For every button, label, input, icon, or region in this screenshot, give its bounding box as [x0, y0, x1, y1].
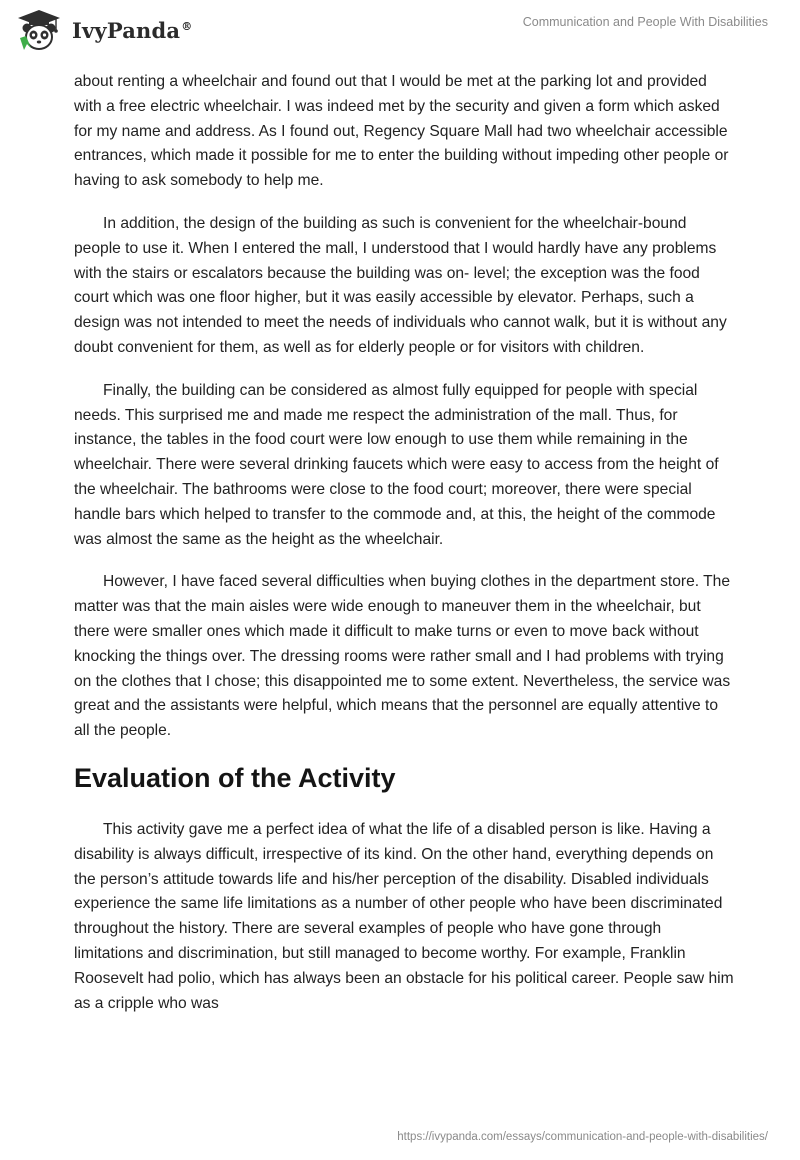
page-header: [0, 0, 800, 60]
panda-graduate-icon: [14, 8, 64, 52]
paragraph: In addition, the design of the building as such is convenient for the wheelchair-bound people to use it. When I entered the mall, I understood that I would hardly have any problems with the stairs or escalators because the building was on- level; the exception was the food court which was one floor higher, but it was easily accessible by elevator. Perhaps, such a design was not intended to meet the needs of individuals who cannot walk, but it is without any doubt convenient for them, as well as for elderly people or for visitors with children.: [74, 214, 727, 356]
brand-name: IvyPanda®: [72, 17, 193, 43]
paragraph: Finally, the building can be considered as almost fully equipped for people with special needs. This surprised me and made me respect the administration of the mall. Thus, for instance, the tables in the food court were low enough to use them while remaining in the wheelchair. There were several drinking faucets which were easy to access from the height of the wheelchair. The bathrooms were close to the food court; moreover, there were special handle bars which helped to transfer to the commode and, at this, the height of the commode was almost the same as the height as the wheelchair.: [74, 381, 719, 548]
brand-logo[interactable]: [14, 8, 192, 52]
source-url[interactable]: https://ivypanda.com/essays/communication-and-people-with-disabilities/: [397, 1131, 768, 1143]
paragraph: However, I have faced several difficulties when buying clothes in the department store. The matter was that the main aisles were wide enough to maneuver them in the wheelchair, but there were smaller ones which made it difficult to make turns or even to move back without knocking the things over. The dressing rooms were rather small and I had problems with trying on the clothes that I chose; this disappointed me to some extent. Nevertheless, the service was great and the assistants were helpful, which means that the personnel are equally attentive to all the people.: [74, 573, 731, 740]
section-heading: Evaluation of the Activity: [74, 762, 396, 793]
essay-content: [74, 70, 734, 1034]
document-title: Communication and People With Disabilities: [522, 15, 768, 29]
registered-mark: ®: [181, 19, 193, 33]
paragraph: This activity gave me a perfect idea of what the life of a disabled person is like. Having a disability is always difficult, irrespective of its kind. On the other hand, everything depends on the person’s attitude towards life and his/her perception of the disability. Disabled individuals experience the same life limitations as a number of other people who have been discriminated throughout the history. There are several examples of people who have gone through limitations and discrimination, but still managed to become worthy. For example, Franklin Roosevelt had polio, which has always been an obstacle for his political career. People saw him as a cripple who was: [74, 820, 734, 1012]
paragraph: about renting a wheelchair and found out that I would be met at the parking lot and provided with a free electric wheelchair. I was indeed met by the security and given a form which asked for my name and address. As I found out, Regency Square Mall had two wheelchair accessible entrances, which made it possible for me to enter the building without impeding other people or having to ask somebody to help me.: [74, 73, 729, 190]
